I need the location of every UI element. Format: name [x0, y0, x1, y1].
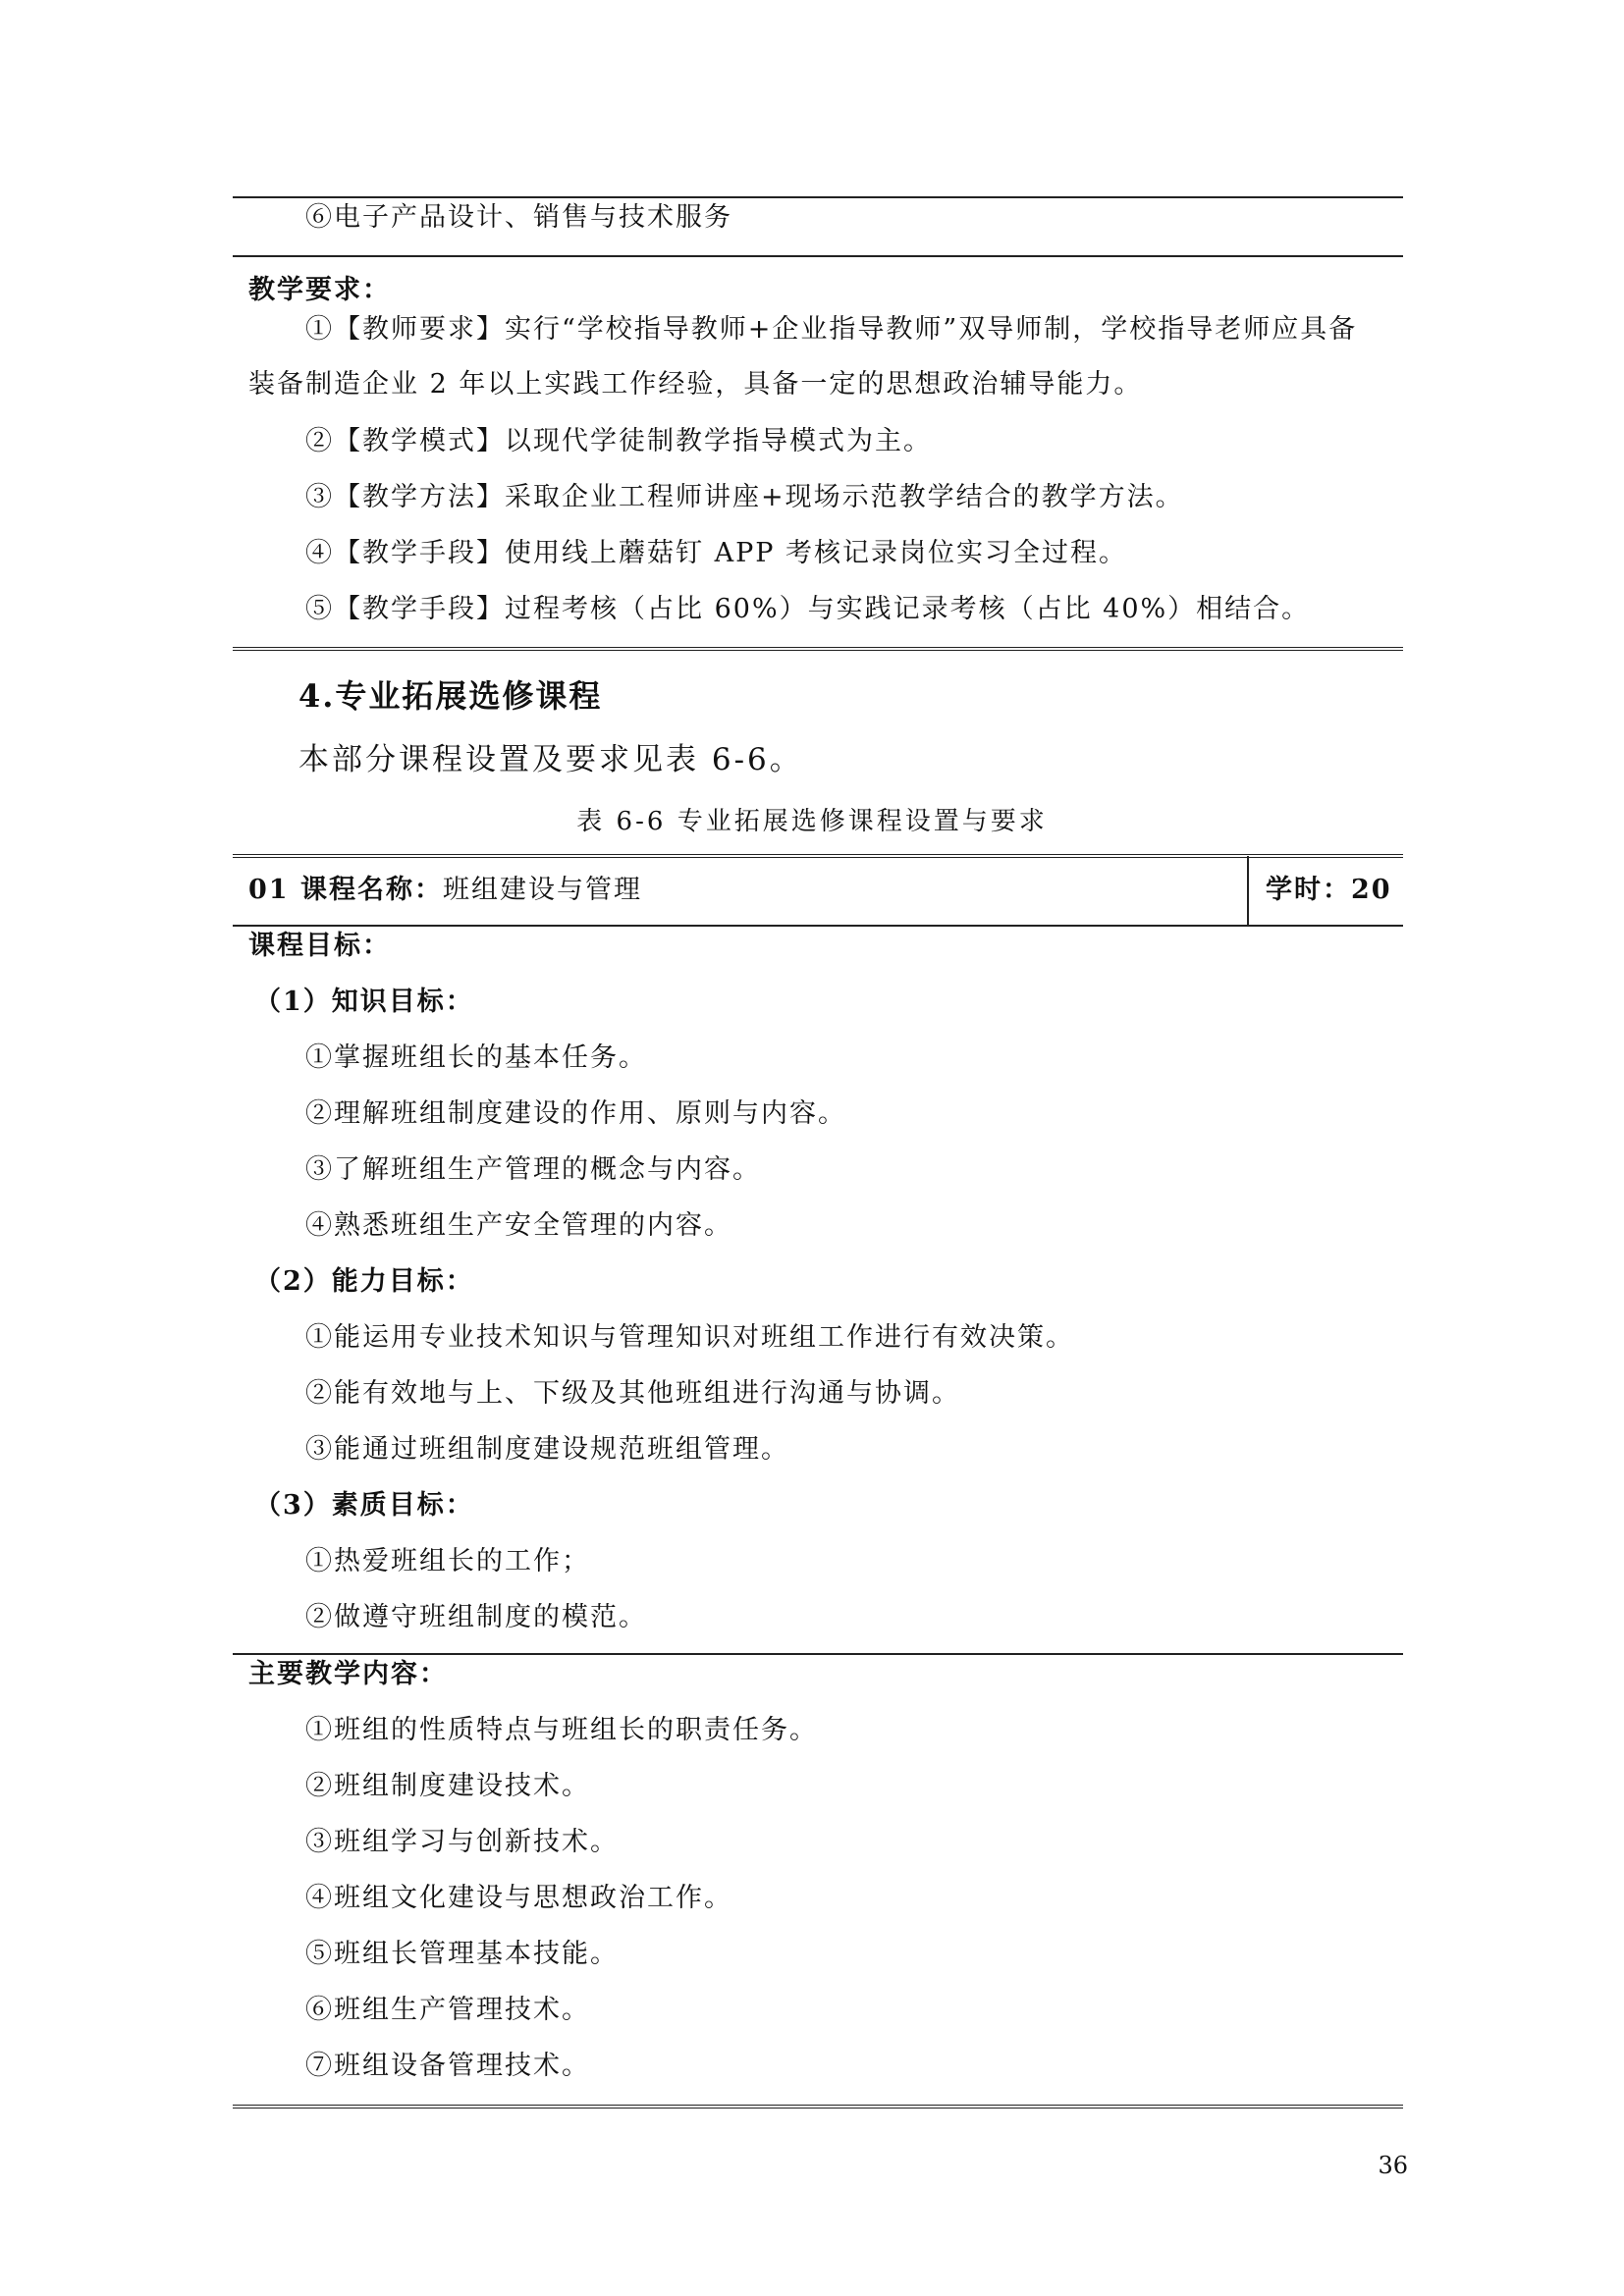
course-table — [233, 854, 1403, 2120]
knowledge-item: ①掌握班组长的基本任务。 — [305, 1042, 647, 1073]
section-intro: 本部分课程设置及要求见表 6-6。 — [298, 742, 803, 777]
knowledge-item: ③了解班组生产管理的概念与内容。 — [305, 1154, 761, 1185]
ability-goals-title: （2）能力目标： — [254, 1266, 474, 1297]
divider — [233, 255, 1403, 257]
page-number: 36 — [1378, 2152, 1408, 2179]
content-item: ⑥班组生产管理技术。 — [305, 1995, 590, 2025]
ability-item: ③能通过班组制度建设规范班组管理。 — [305, 1434, 789, 1465]
ability-item: ②能有效地与上、下级及其他班组进行沟通与协调。 — [305, 1378, 960, 1409]
course-name-label: 01 课程名称： — [248, 875, 443, 905]
bottom-double-rule — [233, 647, 1403, 651]
course-name-value: 班组建设与管理 — [442, 875, 642, 905]
continued-item: ⑥电子产品设计、销售与技术服务 — [305, 202, 732, 233]
table-caption: 表 6-6 专业拓展选修课程设置与要求 — [576, 807, 1048, 836]
quality-item: ①热爱班组长的工作； — [305, 1546, 590, 1576]
course-hours — [1266, 874, 1392, 907]
ability-item: ①能运用专业技术知识与管理知识对班组工作进行有效决策。 — [305, 1322, 1074, 1353]
top-table-box — [233, 196, 1403, 653]
knowledge-item: ④熟悉班组生产安全管理的内容。 — [305, 1210, 732, 1241]
content-item: ⑤班组长管理基本技能。 — [305, 1939, 619, 1969]
teaching-req-1a: ①【教师要求】实行“学校指导教师+企业指导教师”双导师制，学校指导老师应具备 — [305, 314, 1358, 345]
teaching-req-4: ④【教学手段】使用线上蘑菇钉 APP 考核记录岗位实习全过程。 — [305, 538, 1127, 568]
course-bottom-rule — [233, 2105, 1403, 2109]
content-item: ④班组文化建设与思想政治工作。 — [305, 1883, 732, 1913]
teaching-req-3: ③【教学方法】采取企业工程师讲座+现场示范教学结合的教学方法。 — [305, 482, 1184, 512]
content-item: ①班组的性质特点与班组长的职责任务。 — [305, 1715, 818, 1745]
teaching-req-5: ⑤【教学手段】过程考核（占比 60%）与实践记录考核（占比 40%）相结合。 — [305, 594, 1311, 624]
course-header-divider — [233, 925, 1403, 927]
teaching-req-1b: 装备制造企业 2 年以上实践工作经验，具备一定的思想政治辅导能力。 — [248, 369, 1143, 400]
knowledge-item: ②理解班组制度建设的作用、原则与内容。 — [305, 1098, 846, 1129]
quality-goals-title: （3）素质目标： — [254, 1490, 474, 1521]
quality-item: ②做遵守班组制度的模范。 — [305, 1602, 647, 1632]
course-goals-title: 课程目标： — [248, 931, 391, 961]
course-name-row — [248, 874, 642, 907]
content-item: ②班组制度建设技术。 — [305, 1771, 590, 1801]
course-hours-label: 学时： — [1266, 875, 1351, 905]
course-hours-value: 20 — [1351, 875, 1392, 905]
section-heading: 4.专业拓展选修课程 — [298, 677, 603, 715]
course-top-rule — [233, 854, 1403, 858]
content-divider — [233, 1653, 1403, 1655]
content-item: ⑦班组设备管理技术。 — [305, 2051, 590, 2081]
knowledge-goals-title: （1）知识目标： — [254, 987, 474, 1017]
content-item: ③班组学习与创新技术。 — [305, 1827, 619, 1857]
course-row-separator — [1247, 856, 1249, 925]
teaching-req-2: ②【教学模式】以现代学徒制教学指导模式为主。 — [305, 426, 932, 456]
teaching-content-title: 主要教学内容： — [248, 1659, 448, 1689]
teaching-requirements-title: 教学要求： — [248, 275, 391, 305]
top-rule — [233, 196, 1403, 198]
